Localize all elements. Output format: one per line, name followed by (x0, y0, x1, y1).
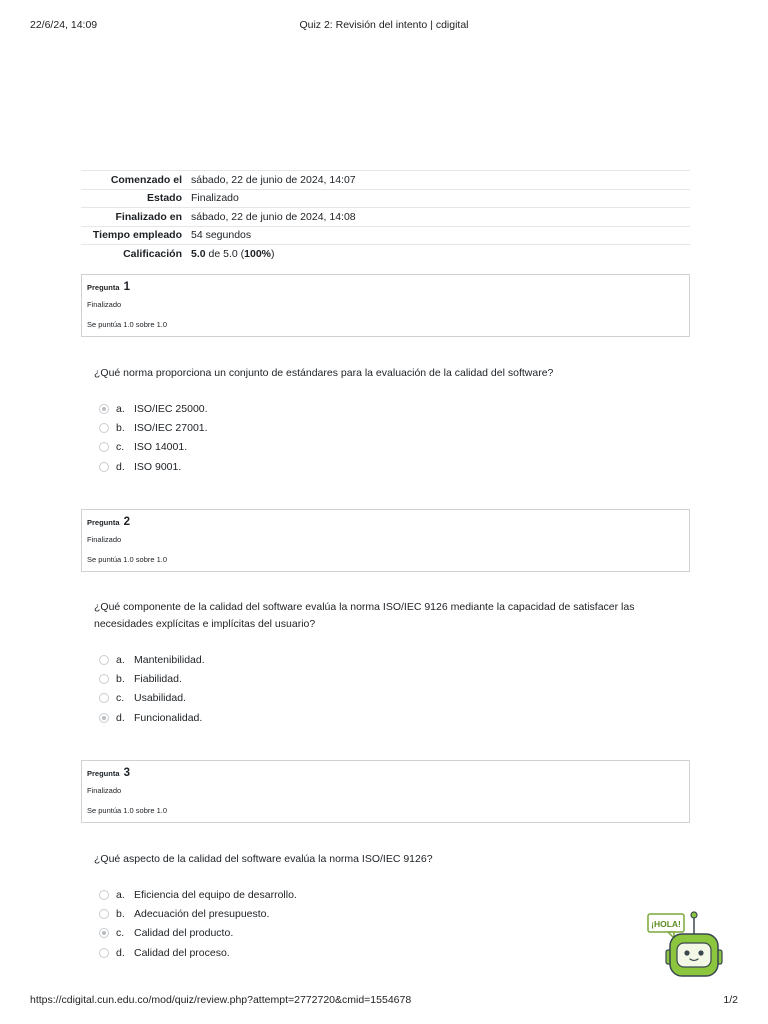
print-header (30, 19, 738, 33)
question-3-info (81, 760, 690, 823)
question-state: Finalizado (87, 535, 122, 544)
radio-button[interactable] (99, 655, 109, 665)
question-1-text: ¿Qué norma proporciona un conjunto de estándares para la evaluación de la calidad del software? (94, 367, 554, 379)
chatbot-bubble-text: ¡HOLA! (651, 919, 681, 929)
print-url: https://cdigital.cun.edu.co/mod/quiz/review.php?attempt=2772720&cmid=1554678 (30, 994, 412, 1006)
question-number (87, 767, 130, 779)
summary-value: Finalizado (191, 192, 239, 205)
question-num: 1 (123, 281, 131, 293)
answer-letter: d. (116, 460, 125, 473)
answer-letter: c. (116, 927, 125, 940)
summary-label: Tiempo empleado (92, 229, 182, 242)
answer-option[interactable] (99, 904, 297, 923)
summary-row (81, 171, 690, 190)
summary-label: Comenzado el (110, 173, 182, 186)
question-label: Pregunta (87, 769, 120, 778)
answer-letter: a. (116, 402, 125, 415)
question-3-text: ¿Qué aspecto de la calidad del software evalúa la norma ISO/IEC 9126? (94, 853, 433, 865)
answer-text: Mantenibilidad. (134, 653, 205, 666)
answer-option[interactable] (99, 418, 208, 437)
answer-letter: b. (116, 907, 125, 920)
answer-option[interactable] (99, 689, 205, 708)
answer-text: ISO 9001. (134, 460, 182, 473)
answer-option[interactable] (99, 708, 205, 727)
answer-text: ISO/IEC 27001. (134, 421, 208, 434)
summary-value: sábado, 22 de junio de 2024, 14:07 (191, 173, 356, 186)
radio-button[interactable] (99, 404, 109, 414)
radio-button[interactable] (99, 674, 109, 684)
question-num: 3 (123, 767, 131, 779)
grade-percent: 100% (244, 248, 271, 261)
attempt-summary-table (81, 170, 690, 264)
radio-button[interactable] (99, 713, 109, 723)
question-text-line: necesidades explícitas e implícitas del usuario? (94, 618, 316, 630)
summary-row (81, 208, 690, 227)
question-grade: Se puntúa 1.0 sobre 1.0 (87, 806, 168, 815)
answer-letter: a. (116, 653, 125, 666)
print-footer (30, 994, 738, 1008)
question-label: Pregunta (87, 283, 120, 292)
summary-label: Calificación (123, 248, 182, 261)
print-datetime: 22/6/24, 14:09 (30, 19, 98, 31)
answer-option[interactable] (99, 650, 205, 669)
answer-option[interactable] (99, 457, 208, 476)
answer-letter: b. (116, 672, 125, 685)
answer-text: ISO/IEC 25000. (134, 402, 208, 415)
print-title: Quiz 2: Revisión del intento | cdigital (299, 19, 469, 31)
summary-value (182, 248, 275, 260)
answer-text: Usabilidad. (134, 692, 186, 705)
print-page-number: 1/2 (723, 994, 738, 1006)
question-num: 2 (123, 516, 131, 528)
question-grade: Se puntúa 1.0 sobre 1.0 (87, 320, 168, 329)
question-number (87, 281, 130, 293)
question-label: Pregunta (87, 518, 120, 527)
question-2-info (81, 509, 690, 572)
summary-row (81, 227, 690, 246)
radio-button[interactable] (99, 928, 109, 938)
grade-end: ) (271, 248, 275, 261)
answer-text: Fiabilidad. (134, 672, 182, 685)
answer-text: Calidad del proceso. (134, 946, 230, 959)
summary-value: 54 segundos (191, 229, 252, 242)
question-1-answers (99, 399, 208, 476)
answer-text: ISO 14001. (134, 441, 188, 454)
summary-row (81, 245, 690, 264)
chatbot-widget[interactable] (646, 908, 730, 982)
answer-option[interactable] (99, 399, 208, 418)
question-3-answers (99, 885, 297, 962)
answer-letter: a. (116, 888, 125, 901)
answer-letter: d. (116, 946, 125, 959)
answer-option[interactable] (99, 669, 205, 688)
grade-score: 5.0 (191, 248, 206, 261)
question-state: Finalizado (87, 300, 122, 309)
radio-button[interactable] (99, 462, 109, 472)
radio-button[interactable] (99, 890, 109, 900)
question-1-info (81, 274, 690, 337)
answer-option[interactable] (99, 924, 297, 943)
radio-button[interactable] (99, 909, 109, 919)
question-grade: Se puntúa 1.0 sobre 1.0 (87, 555, 168, 564)
answer-letter: d. (116, 711, 125, 724)
answer-text: Eficiencia del equipo de desarrollo. (134, 888, 297, 901)
grade-mid: de 5.0 ( (205, 248, 245, 261)
summary-value: sábado, 22 de junio de 2024, 14:08 (191, 210, 356, 223)
question-number (87, 516, 130, 528)
answer-letter: c. (116, 692, 125, 705)
answer-letter: b. (116, 421, 125, 434)
chatbot-icon[interactable] (646, 908, 730, 982)
question-2-text (94, 599, 674, 633)
question-2-answers (99, 650, 205, 727)
question-text-line: ¿Qué componente de la calidad del software evalúa la norma ISO/IEC 9126 mediante la capacidad de satisfacer las (94, 601, 635, 613)
answer-text: Calidad del producto. (134, 927, 234, 940)
radio-button[interactable] (99, 423, 109, 433)
summary-label: Estado (146, 192, 182, 205)
summary-row (81, 190, 690, 209)
answer-letter: c. (116, 441, 125, 454)
answer-text: Funcionalidad. (134, 711, 203, 724)
question-state: Finalizado (87, 786, 122, 795)
radio-button[interactable] (99, 693, 109, 703)
answer-text: Adecuación del presupuesto. (134, 907, 270, 920)
summary-label: Finalizado en (115, 210, 182, 223)
radio-button[interactable] (99, 948, 109, 958)
answer-option[interactable] (99, 943, 297, 962)
answer-option[interactable] (99, 885, 297, 904)
answer-option[interactable] (99, 438, 208, 457)
radio-button[interactable] (99, 442, 109, 452)
